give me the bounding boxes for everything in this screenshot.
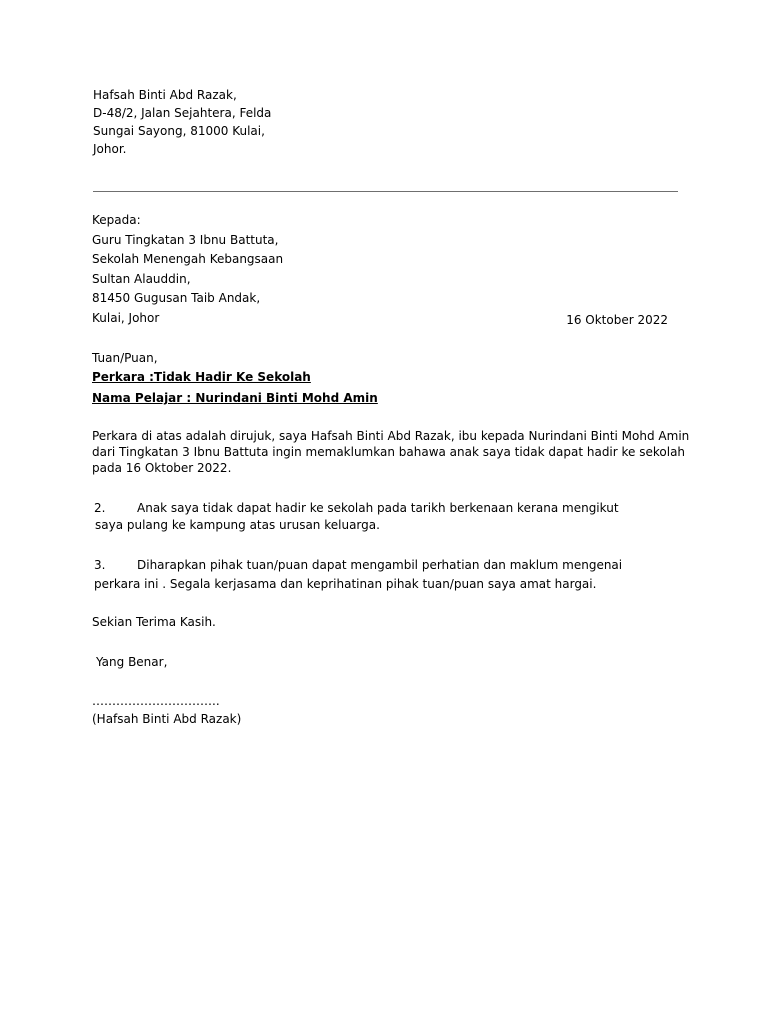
signature-name: (Hafsah Binti Abd Razak) [92,712,242,726]
paragraph-2-line-1: Anak saya tidak dapat hadir ke sekolah pada tarikh berkenaan kerana mengikut [137,501,619,515]
student-name-line: Nama Pelajar : Nurindani Binti Mohd Amin [92,391,378,405]
letter-date: 16 Oktober 2022 [566,313,668,327]
recipient-label: Kepada: [92,213,141,227]
paragraph-3-line-2: perkara ini . Segala kerjasama dan keprihatinan pihak tuan/puan saya amat hargai. [94,577,597,591]
header-divider [93,191,678,192]
recipient-line-4: 81450 Gugusan Taib Andak, [92,291,261,305]
paragraph-3-line-1: Diharapkan pihak tuan/puan dapat mengambil perhatian dan maklum mengenai [137,558,623,572]
paragraph-2-line-2: saya pulang ke kampung atas urusan keluarga. [95,518,380,532]
paragraph-2-number: 2. [94,501,106,515]
recipient-line-1: Guru Tingkatan 3 Ibnu Battuta, [92,232,279,247]
paragraph-1-line-1: Perkara di atas adalah dirujuk, saya Hafsah Binti Abd Razak, ibu kepada Nurindani Binti Mohd Amin [92,429,690,443]
paragraph-1-line-3: pada 16 Oktober 2022. [92,461,232,475]
recipient-line-5: Kulai, Johor [92,310,160,325]
paragraph-1-line-2: dari Tingkatan 3 Ibnu Battuta ingin memaklumkan bahawa anak saya tidak dapat hadir ke sekolah [92,445,686,459]
salutation: Tuan/Puan, [92,351,158,365]
sender-address-line-1: D-48/2, Jalan Sejahtera, Felda [93,106,272,120]
recipient-line-2: Sekolah Menengah Kebangsaan [92,252,284,266]
regards-line: Yang Benar, [96,655,168,669]
signature-line: ………………………….. [92,694,220,708]
closing-line: Sekian Terima Kasih. [92,615,216,629]
paragraph-1 [92,428,692,476]
sender-address-line-2: Sungai Sayong, 81000 Kulai, [93,124,265,138]
subject-line: Perkara :Tidak Hadir Ke Sekolah [92,370,311,384]
sender-address [93,87,271,159]
sender-address-line-3: Johor. [93,142,127,156]
paragraph-3-number: 3. [94,558,106,572]
recipient-line-3: Sultan Alauddin, [92,271,191,286]
recipient-address [92,212,283,329]
sender-name: Hafsah Binti Abd Razak, [93,88,237,102]
